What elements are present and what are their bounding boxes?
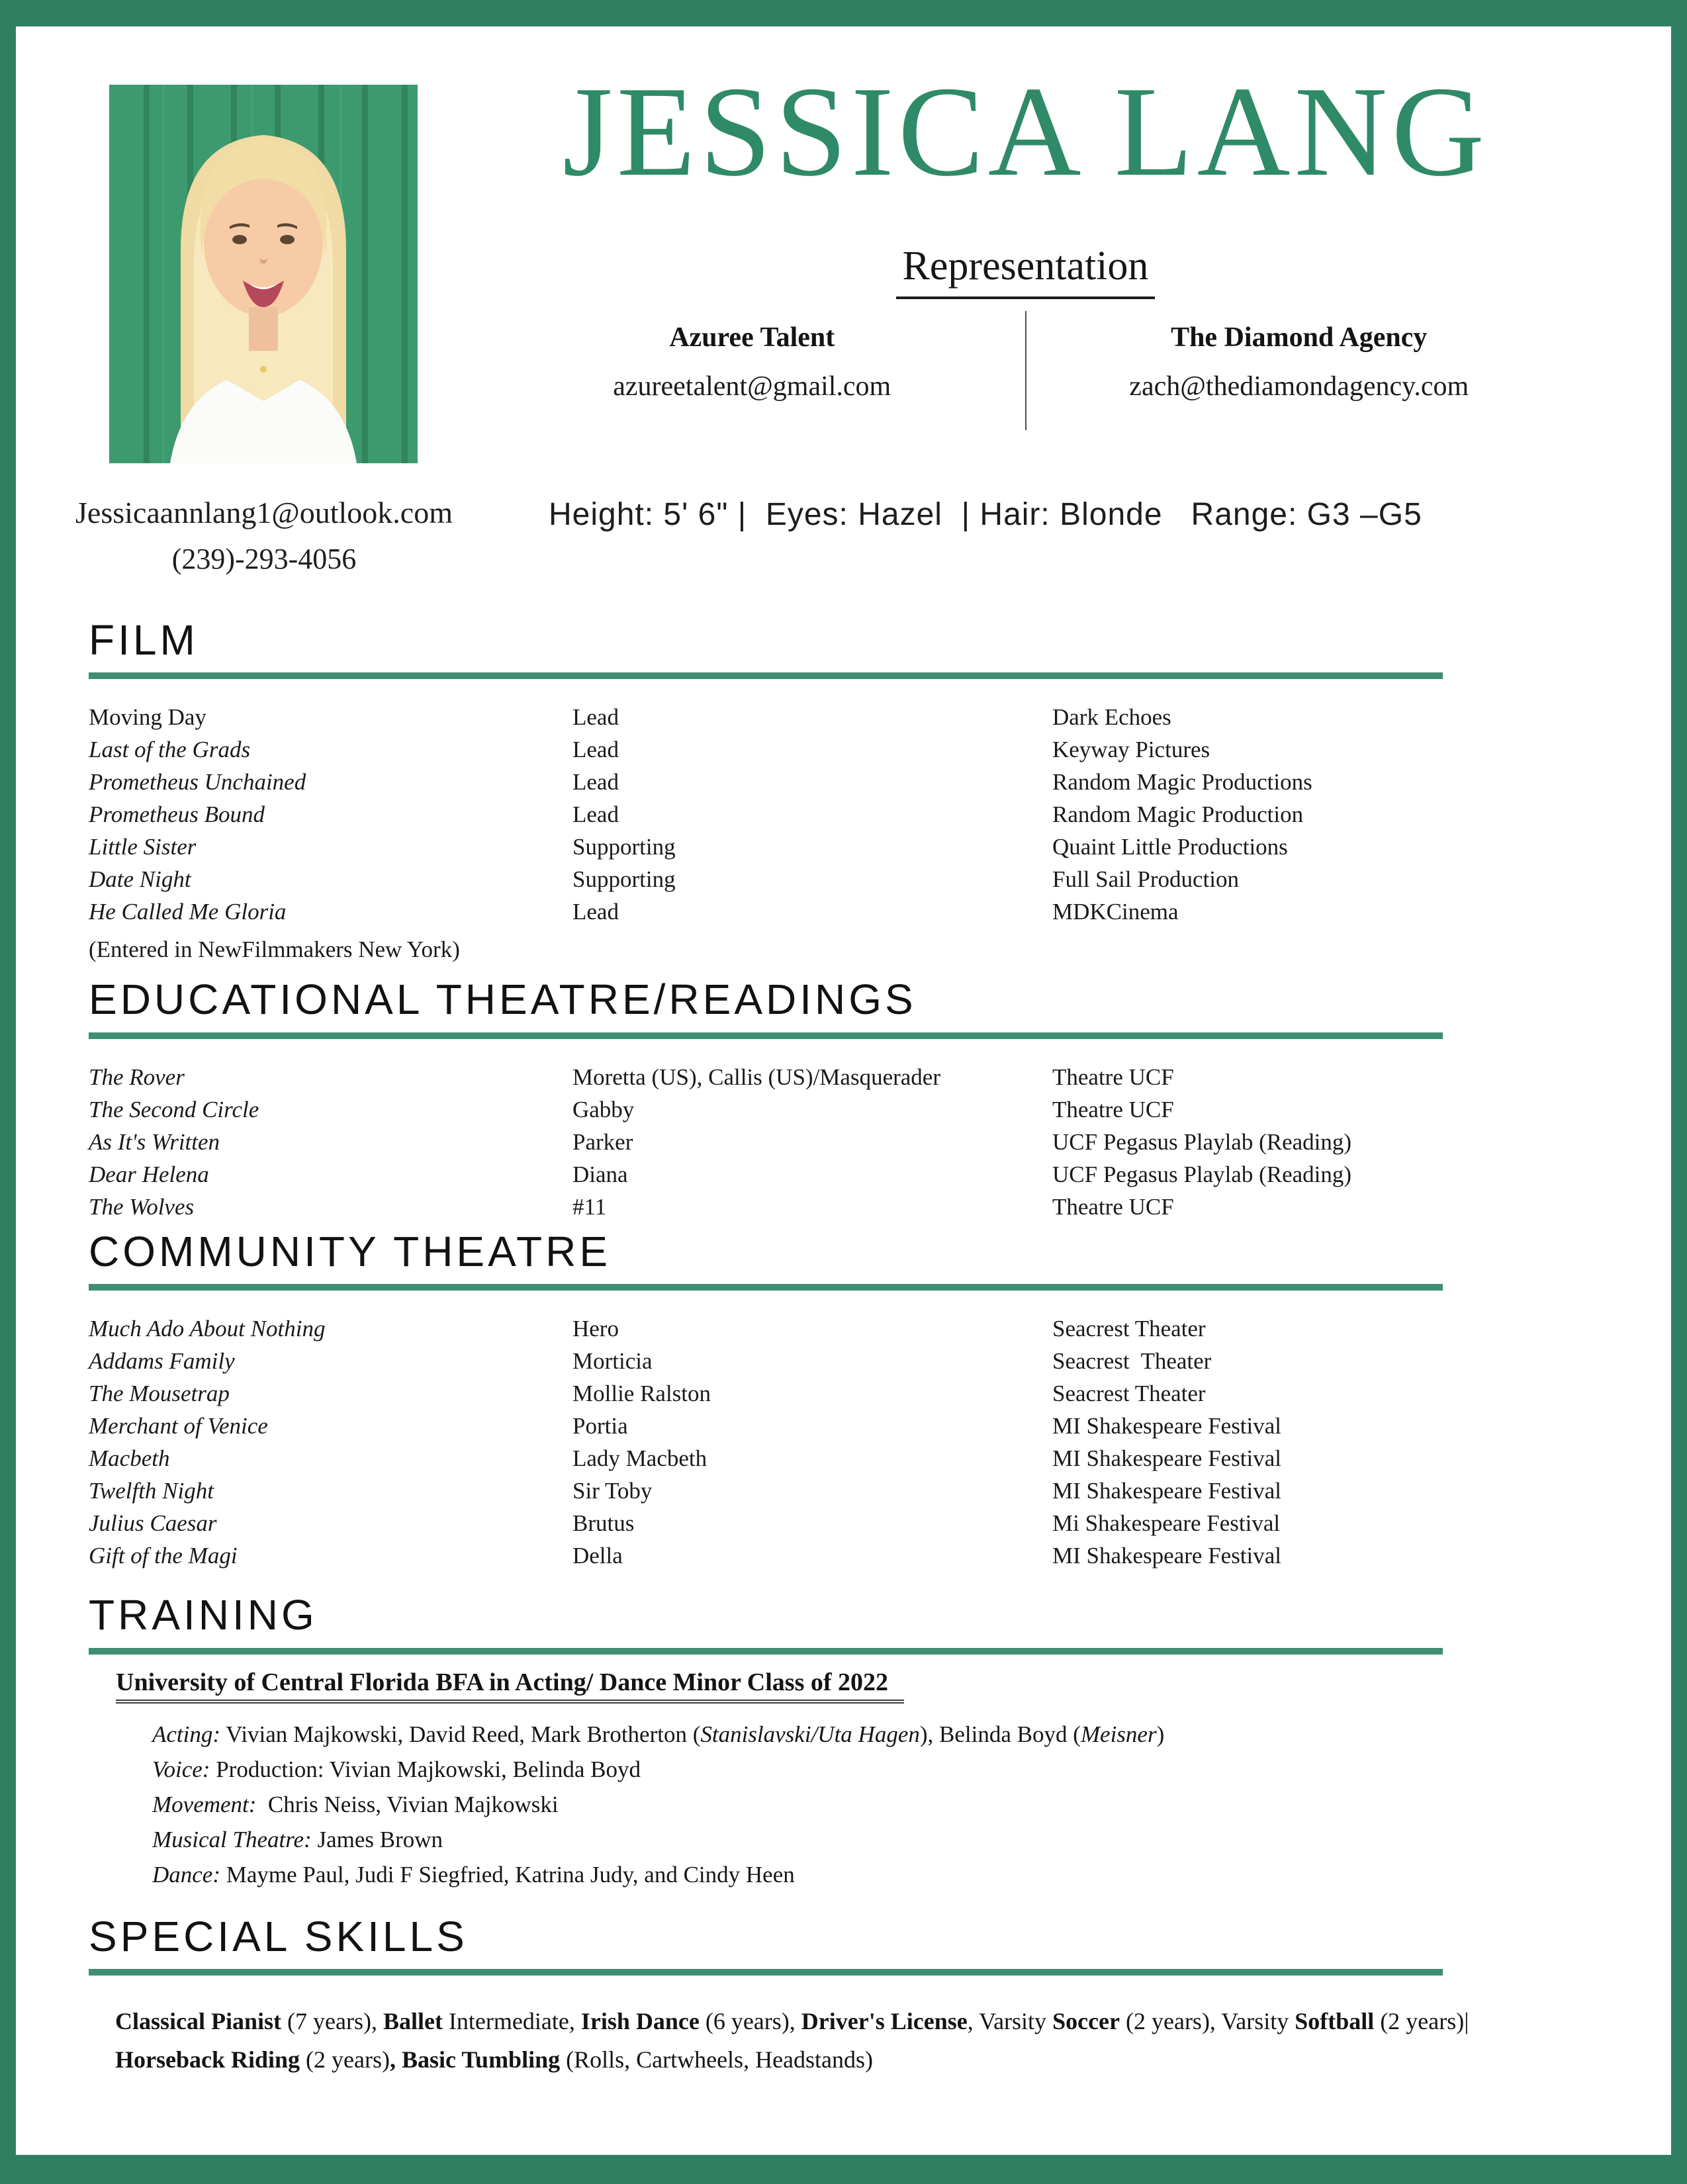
agency-email: azureetalent@gmail.com: [613, 371, 891, 402]
role: Mollie Ralston: [572, 1381, 711, 1407]
role: Hero: [572, 1316, 619, 1342]
section-divider: [89, 672, 1443, 679]
table-row: [89, 1507, 1671, 1539]
section-community-theatre: [16, 1228, 1671, 1572]
contact-block: [66, 495, 463, 576]
role: Gabby: [572, 1096, 635, 1122]
training-line-acting: Acting: Vivian Majkowski, David Reed, Mark Brotherton (Stanislavski/Uta Hagen), Belinda Boyd (Meisner): [152, 1721, 1165, 1747]
table-row: [89, 766, 1671, 798]
section-title-educational: EDUCATIONAL THEATRE/READINGS: [89, 976, 917, 1024]
table-row: [89, 863, 1671, 895]
table-row: [89, 1158, 1671, 1191]
production-title: As It's Written: [89, 1128, 220, 1155]
section-title-training: TRAINING: [89, 1591, 318, 1639]
training-line-dance: Dance: Mayme Paul, Judi F Siegfried, Katrina Judy, and Cindy Heen: [152, 1861, 795, 1888]
company: Seacrest Theater: [1052, 1381, 1206, 1407]
section-special-skills: [16, 1913, 1671, 2079]
section-divider: [89, 1032, 1443, 1039]
educational-table: [89, 1061, 1671, 1223]
production-title: Little Sister: [89, 834, 197, 860]
section-divider: [89, 1969, 1443, 1976]
production-title: Much Ado About Nothing: [89, 1316, 326, 1342]
company: MDKCinema: [1052, 899, 1179, 925]
section-film: [16, 617, 1671, 966]
role: Supporting: [572, 866, 676, 893]
role: Diana: [572, 1161, 628, 1187]
company: MI Shakespeare Festival: [1052, 1445, 1282, 1472]
film-table: [89, 701, 1671, 928]
table-row: [89, 1442, 1671, 1475]
role: Lead: [572, 737, 619, 763]
production-title: The Mousetrap: [89, 1381, 230, 1407]
company: UCF Pegasus Playlab (Reading): [1052, 1128, 1352, 1155]
contact-phone: (239)-293-4056: [171, 543, 357, 575]
stats-line: Height: 5' 6" | Eyes: Hazel | Hair: Blonde Range: G3 –G5: [549, 496, 1422, 532]
representation-heading: Representation: [896, 243, 1156, 299]
section-divider: [89, 1648, 1443, 1655]
role: Sir Toby: [572, 1478, 653, 1504]
section-educational-theatre: [16, 976, 1671, 1222]
table-row: [89, 1093, 1671, 1126]
training-lines: [152, 1717, 1671, 1892]
production-title: Gift of the Magi: [89, 1543, 238, 1569]
training-school: University of Central Florida BFA in Acting/ Dance Minor Class of 2022: [116, 1668, 904, 1704]
page-title: JESSICA LANG: [562, 60, 1489, 203]
headshot-photo: [109, 85, 418, 463]
role: Lead: [572, 899, 619, 925]
role: Moretta (US), Callis (US)/Masquerader: [572, 1064, 940, 1090]
skills-lines: [115, 2002, 1671, 2079]
production-title: He Called Me Gloria: [89, 899, 287, 925]
table-row: [89, 831, 1671, 863]
company: Mi Shakespeare Festival: [1052, 1510, 1281, 1537]
company: Seacrest Theater: [1052, 1316, 1206, 1342]
film-note: (Entered in NewFilmmakers New York): [89, 936, 460, 963]
role: Lead: [572, 769, 619, 796]
training-line-musical-theatre: Musical Theatre: James Brown: [152, 1826, 443, 1852]
role: Portia: [572, 1413, 628, 1439]
role: Supporting: [572, 834, 676, 860]
company: Theatre UCF: [1052, 1096, 1174, 1122]
training-line-movement: Movement: Chris Neiss, Vivian Majkowski: [152, 1791, 559, 1817]
role: Parker: [572, 1128, 633, 1155]
header-right-column: [479, 26, 1671, 576]
contact-email: Jessicaannlang1@outlook.com: [75, 496, 453, 529]
table-row: [89, 1126, 1671, 1158]
production-title: Addams Family: [89, 1348, 235, 1375]
company: MI Shakespeare Festival: [1052, 1543, 1282, 1569]
production-title: The Wolves: [89, 1193, 195, 1220]
role: Brutus: [572, 1510, 635, 1537]
production-title: The Rover: [89, 1064, 185, 1090]
table-row: [89, 1377, 1671, 1410]
agencies: [479, 311, 1572, 430]
production-title: Merchant of Venice: [89, 1413, 268, 1439]
role: Lady Macbeth: [572, 1445, 707, 1472]
training-line-voice: Voice: Production: Vivian Majkowski, Belinda Boyd: [152, 1756, 641, 1782]
role: Lead: [572, 704, 619, 731]
agency-azuree: [479, 311, 1025, 430]
company: Theatre UCF: [1052, 1193, 1174, 1220]
company: Quaint Little Productions: [1052, 834, 1288, 860]
company: Seacrest Theater: [1052, 1348, 1212, 1375]
production-title: Julius Caesar: [89, 1510, 217, 1537]
company: Dark Echoes: [1052, 704, 1171, 731]
company: Random Magic Production: [1052, 801, 1304, 828]
company: Theatre UCF: [1052, 1064, 1174, 1090]
resume-sections: [16, 617, 1671, 2079]
section-title-film: FILM: [89, 616, 199, 664]
headshot-illustration: [109, 85, 418, 463]
section-training: [16, 1592, 1671, 1891]
agency-email: zach@thediamondagency.com: [1129, 371, 1469, 402]
agency-name: The Diamond Agency: [1171, 322, 1428, 353]
role: #11: [572, 1193, 607, 1220]
production-title: Prometheus Unchained: [89, 769, 306, 796]
role: Lead: [572, 801, 619, 828]
table-row: [89, 895, 1671, 928]
header: [16, 26, 1671, 576]
table-row: [89, 1191, 1671, 1223]
company: Keyway Pictures: [1052, 737, 1210, 763]
production-title: Twelfth Night: [89, 1478, 214, 1504]
production-title: Date Night: [89, 866, 191, 893]
section-title-community: COMMUNITY THEATRE: [89, 1227, 612, 1275]
production-title: Moving Day: [89, 704, 206, 731]
company: MI Shakespeare Festival: [1052, 1413, 1282, 1439]
production-title: Dear Helena: [89, 1161, 209, 1187]
table-row: [89, 1539, 1671, 1572]
table-row: [89, 1410, 1671, 1442]
company: Full Sail Production: [1052, 866, 1239, 893]
production-title: Prometheus Bound: [89, 801, 265, 828]
table-row: [89, 1345, 1671, 1377]
table-row: [89, 798, 1671, 831]
company: MI Shakespeare Festival: [1052, 1478, 1282, 1504]
agency-diamond: [1025, 311, 1573, 430]
company: UCF Pegasus Playlab (Reading): [1052, 1161, 1352, 1187]
production-title: Last of the Grads: [89, 737, 251, 763]
section-divider: [89, 1284, 1443, 1291]
table-row: [89, 1475, 1671, 1507]
role: Della: [572, 1543, 623, 1569]
company: Random Magic Productions: [1052, 769, 1312, 796]
production-title: Macbeth: [89, 1445, 170, 1472]
table-row: [89, 733, 1671, 766]
community-table: [89, 1312, 1671, 1572]
table-row: [89, 701, 1671, 733]
table-row: [89, 1312, 1671, 1345]
representation-heading-wrap: [479, 243, 1572, 299]
skills-line-1: Classical Pianist (7 years), Ballet Intermediate, Irish Dance (6 years), Driver's License, Varsity Soccer (2 years), Varsity Softball (2 years)|: [115, 2007, 1469, 2034]
table-row: [89, 1061, 1671, 1093]
role: Morticia: [572, 1348, 653, 1375]
header-left-column: [16, 26, 479, 576]
agency-name: Azuree Talent: [669, 322, 835, 353]
skills-line-2: Horseback Riding (2 years), Basic Tumbling (Rolls, Cartwheels, Headstands): [115, 2046, 874, 2073]
section-title-special-skills: SPECIAL SKILLS: [89, 1912, 468, 1960]
production-title: The Second Circle: [89, 1096, 259, 1122]
